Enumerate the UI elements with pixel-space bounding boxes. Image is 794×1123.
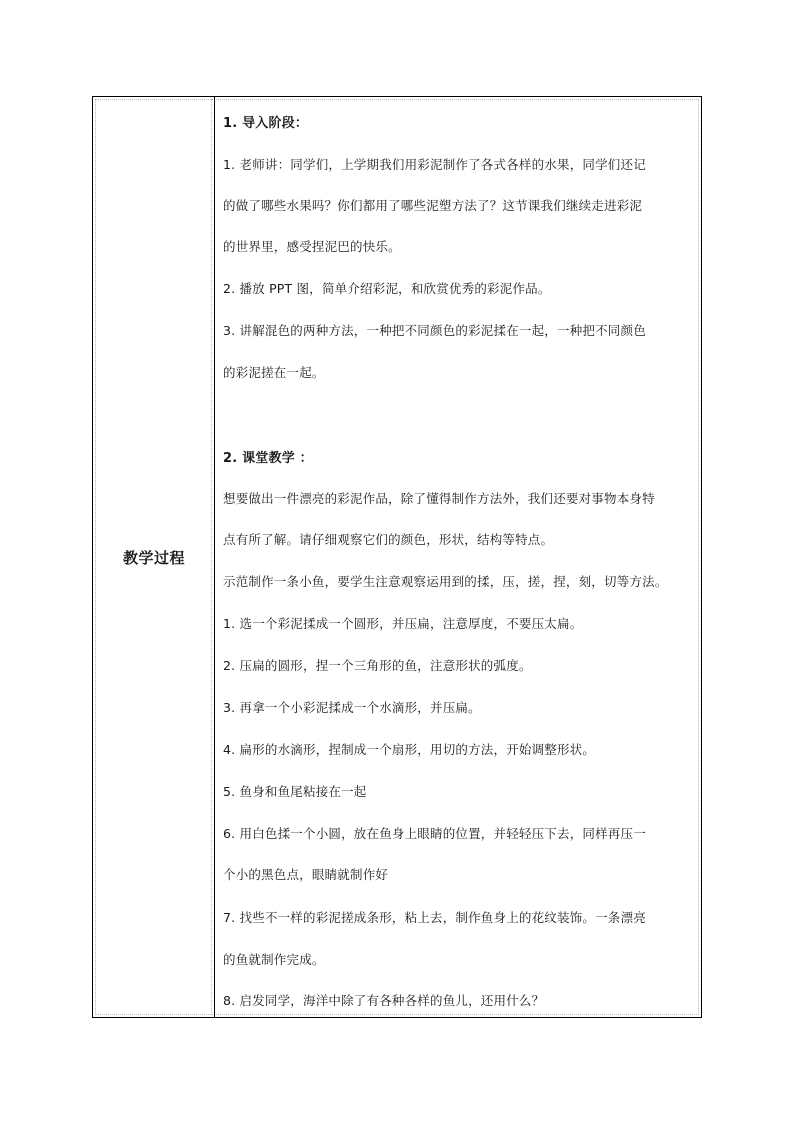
row-label: 教学过程 [122, 549, 185, 567]
content-line: 点有所了解。请仔细观察它们的颜色，形状，结构等特点。 [223, 532, 554, 547]
content-line: 的鱼就制作完成。 [223, 952, 325, 967]
content-line: 2. 压扁的圆形，捏一个三角形的鱼，注意形状的弧度。 [223, 658, 532, 673]
content-line: 1. 老师讲：同学们，上学期我们用彩泥制作了各式各样的水果，同学们还记 [223, 157, 646, 172]
content-line: 想要做出一件漂亮的彩泥作品，除了懂得制作方法外，我们还要对事物本身特 [223, 491, 655, 506]
content-line: 3. 讲解混色的两种方法，一种把不同颜色的彩泥揉在一起，一种把不同颜色 [223, 323, 646, 338]
section-heading-intro: 1. 导入阶段： [223, 116, 309, 131]
content-line: 4. 扁形的水滴形，捏制成一个扇形，用切的方法，开始调整形状。 [223, 742, 596, 757]
content-line: 6. 用白色揉一个小圆，放在鱼身上眼睛的位置，并轻轻压下去，同样再压一 [223, 826, 646, 841]
content-line: 的做了哪些水果吗？你们都用了哪些泥塑方法了？这节课我们继续走进彩泥 [223, 198, 643, 213]
content-line: 2. 播放 PPT 图，简单介绍彩泥，和欣赏优秀的彩泥作品。 [223, 281, 551, 296]
content-cell [223, 97, 695, 1017]
content-line: 7. 找些不一样的彩泥搓成条形，粘上去，制作鱼身上的花纹装饰。一条漂亮 [223, 910, 646, 925]
row-label-cell [93, 97, 215, 1017]
content-line: 3. 再拿一个小彩泥揉成一个水滴形，并压扁。 [223, 700, 481, 715]
content-line: 示范制作一条小鱼，要学生注意观察运用到的揉，压，搓，捏，刻，切等方法。 [223, 574, 668, 589]
section-heading-teaching: 2. 课堂教学 ： [223, 451, 313, 466]
content-line: 个小的黑色点，眼睛就制作好 [223, 867, 389, 882]
content-line: 的世界里，感受捏泥巴的快乐。 [223, 239, 401, 254]
content-line: 5. 鱼身和鱼尾粘接在一起 [223, 784, 367, 799]
content-line: 的彩泥搓在一起。 [223, 365, 325, 380]
content-line: 1. 选一个彩泥揉成一个圆形，并压扁，注意厚度，不要压太扁。 [223, 616, 583, 631]
content-line: 8. 启发同学，海洋中除了有各种各样的鱼儿，还用什么？ [223, 993, 545, 1008]
lesson-plan-table [92, 96, 702, 1018]
